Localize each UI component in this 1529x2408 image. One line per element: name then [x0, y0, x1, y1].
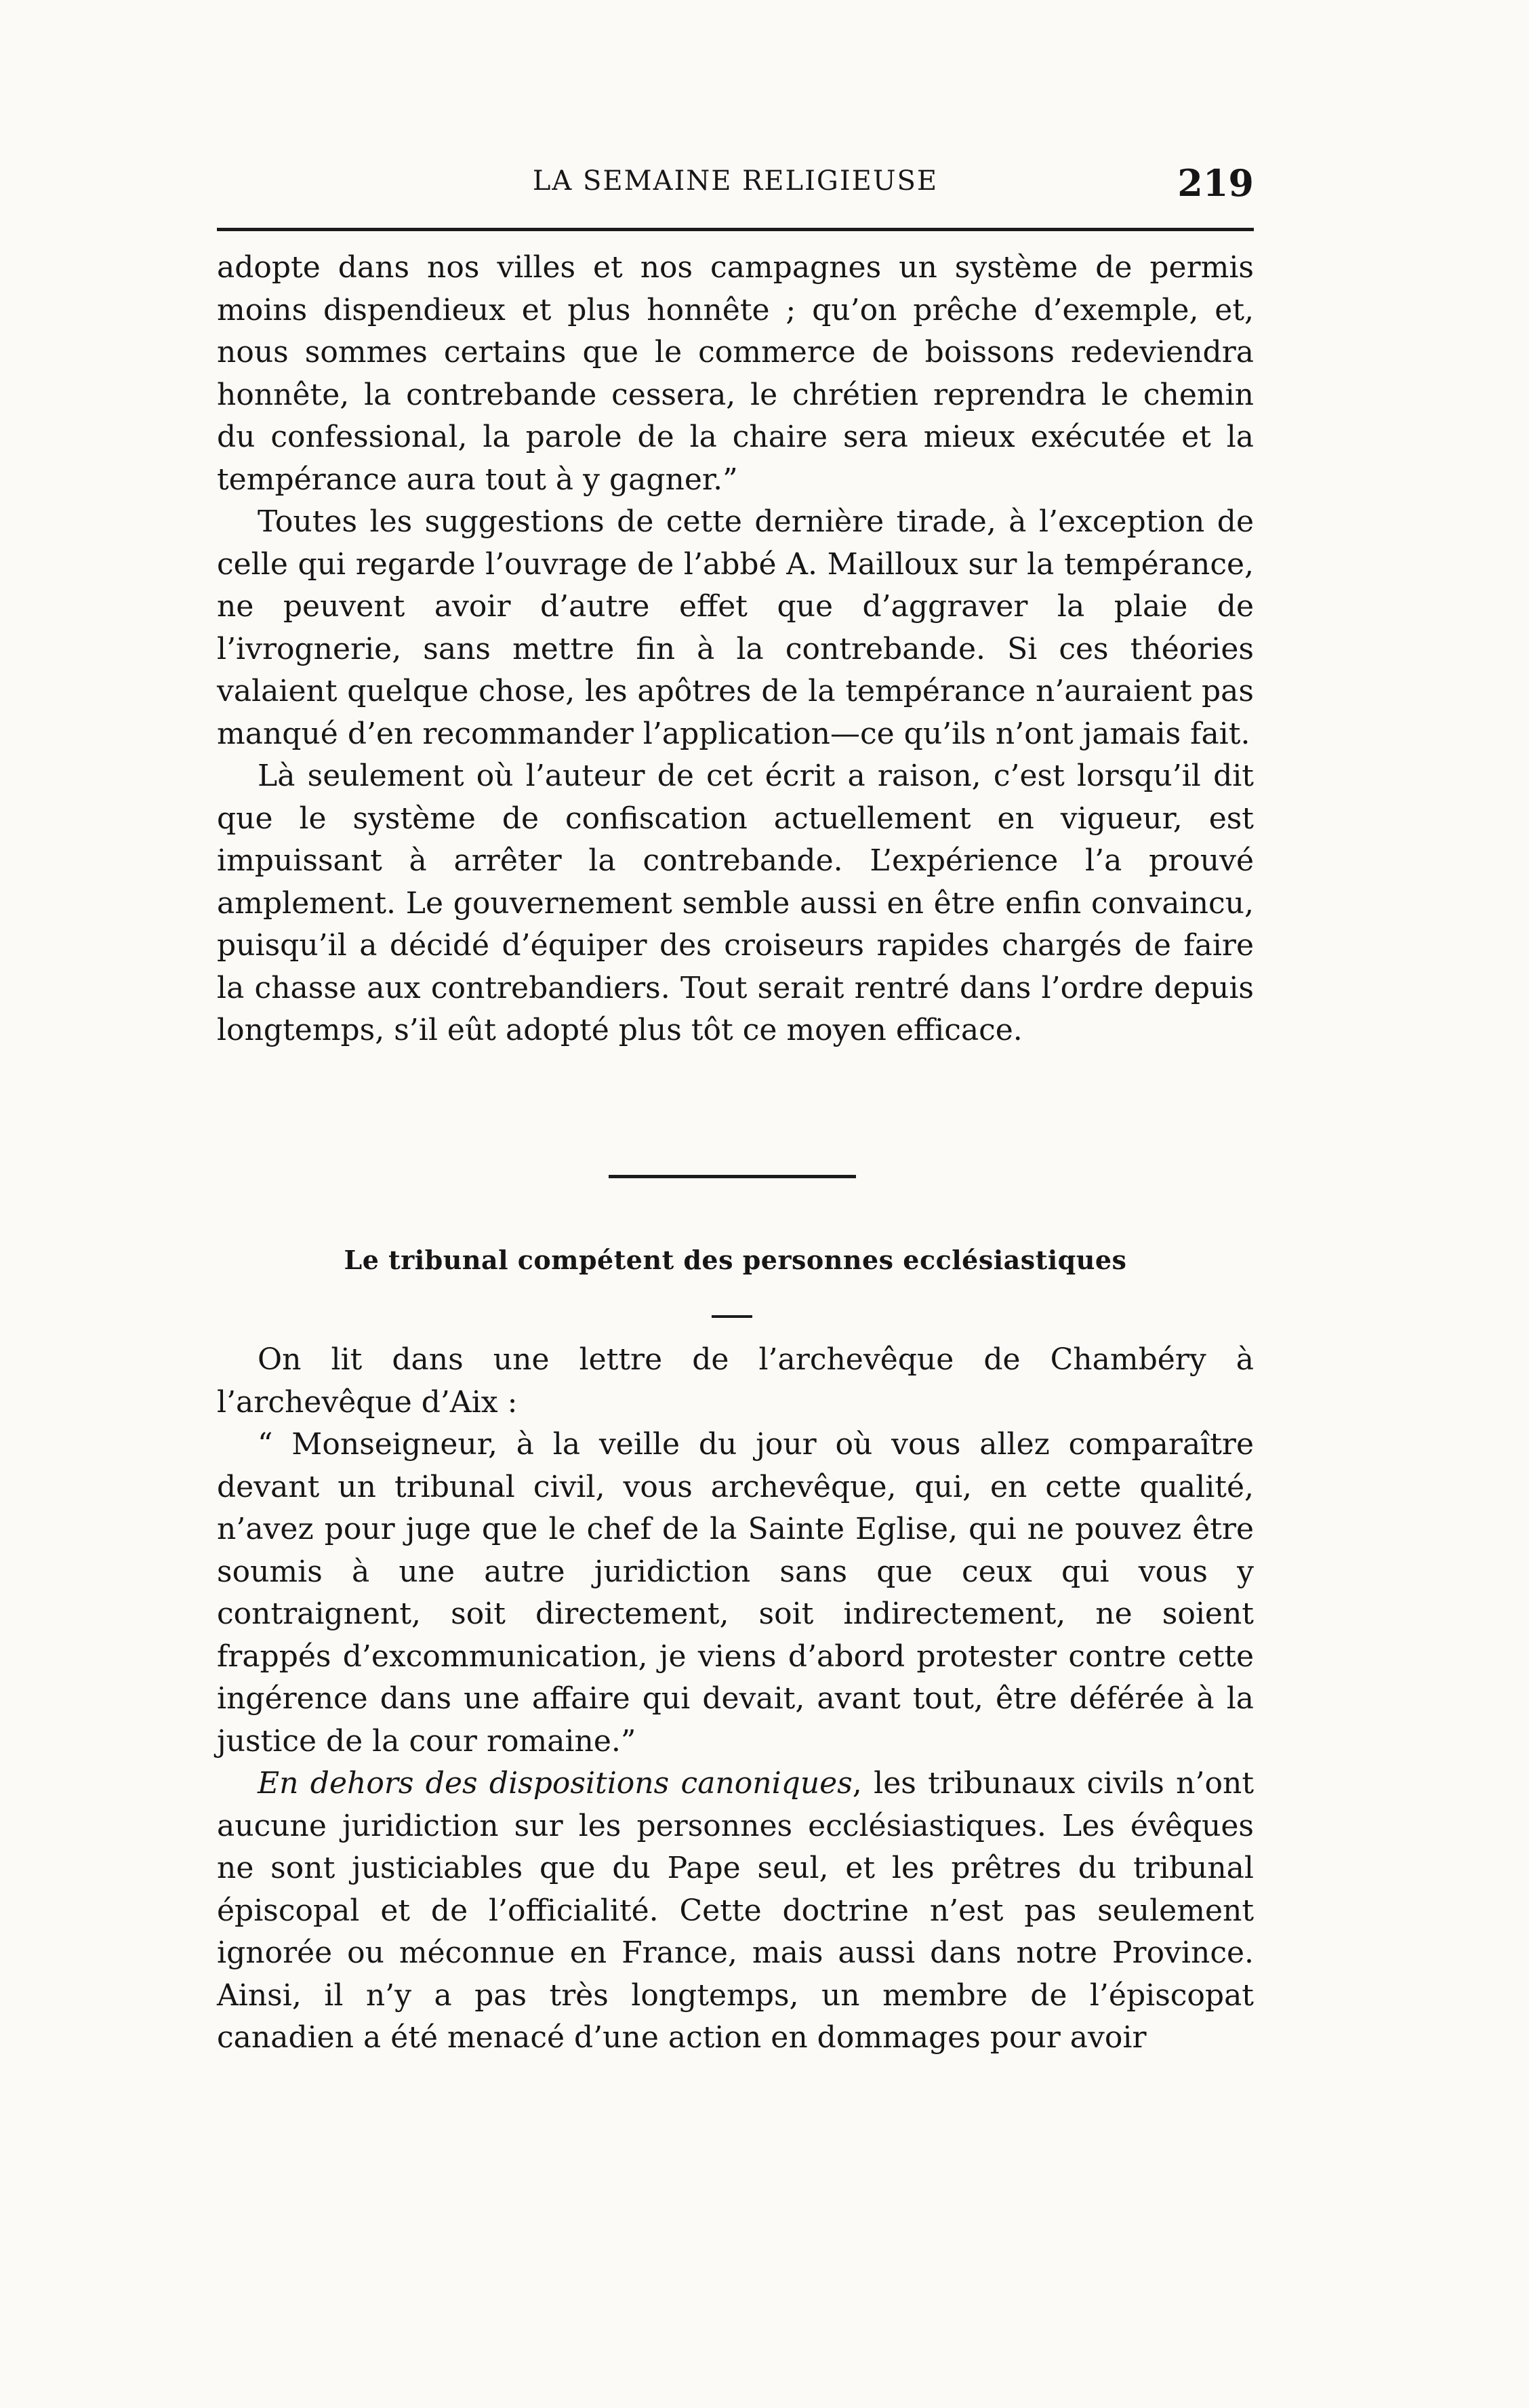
paragraph [217, 1763, 1254, 2060]
page-header [217, 161, 1254, 209]
quoted-letter: “ Monseigneur, à la veille du jour où vous allez comparaître devant un tribunal civil, vous archevêque, qui, en cette qualité, n’avez pour juge que le chef de la Sainte Eglise, qui ne pouvez être soumis à une autre juridiction sans que ceux qui vous y contraignent, soit directement, soit indirectement, ne soient frappés d’excommunication, je viens d’abord protester contre cette ingérence dans une affaire qui devait, avant tout, être déférée à la justice de la cour romaine.” [217, 1427, 1254, 1759]
header-rule [217, 228, 1254, 231]
running-title: LA SEMAINE RELIGIEUSE [532, 165, 939, 197]
paragraph-text: , les tribunaux civils n’ont aucune juridiction sur les personnes ecclésiastiques. Les évêques ne sont justiciables que du Pape seul, et les prêtres du tribunal épiscopal et de l’officialité. Cette doctrine n’est pas seulement ignorée ou méconnue en France, mais aussi dans notre Province. Ainsi, il n’y a pas très longtemps, un membre de l’épiscopat canadien a été menacé d’une action en dommages pour avoir [217, 1766, 1254, 2055]
paragraph-continuation: adopte dans nos villes et nos campagnes un système de permis moins dispendieux et plus honnête ; qu’on prêche d’exemple, et, nous sommes certains que le commerce de boissons redeviendra honnête, la contrebande cessera, le chrétien reprendra le chemin du confessional, la parole de la chaire sera mieux exécutée et la tempérance aura tout à y gagner.” [217, 250, 1254, 497]
italic-phrase: En dehors des dispositions canoniques [258, 1766, 853, 1801]
section-heading: Le tribunal compétent des personnes ecclésiastiques [344, 1245, 1127, 1275]
heading-rule [712, 1315, 752, 1318]
page-number: 219 [1177, 161, 1254, 205]
section-divider [609, 1175, 856, 1178]
body-text-top [217, 247, 1254, 1052]
paragraph: Toutes les suggestions de cette dernière tirade, à l’exception de celle qui regarde l’ouvrage de l’abbé A. Mailloux sur la tempérance, ne peuvent avoir d’autre effet que d’aggraver la plaie de l’ivrognerie, sans mettre fin à la contrebande. Si ces théories valaient quelque chose, les apôtres de la tempérance n’auraient pas manqué d’en recommander l’application—ce qu’ils n’ont jamais fait. [217, 504, 1254, 751]
paragraph: Là seulement où l’auteur de cet écrit a raison, c’est lorsqu’il dit que le système de confiscation actuellement en vigueur, est impuissant à arrêter la contrebande. L’expérience l’a prouvé amplement. Le gouvernement semble aussi en être enfin convaincu, puisqu’il a décidé d’équiper des croiseurs rapides chargés de faire la chasse aux contrebandiers. Tout serait rentré dans l’ordre depuis longtemps, s’il eût adopté plus tôt ce moyen efficace. [217, 759, 1254, 1047]
paragraph: On lit dans une lettre de l’archevêque de Chambéry à l’archevêque d’Aix : [217, 1342, 1254, 1420]
body-text-bottom [217, 1339, 1254, 2060]
